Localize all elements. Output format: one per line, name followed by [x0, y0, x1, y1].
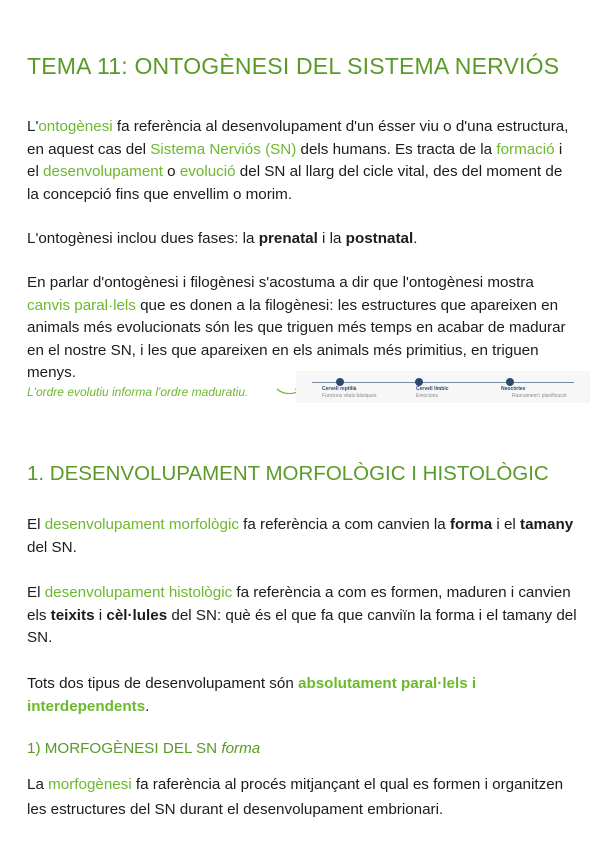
term-desenvolupament: desenvolupament — [43, 163, 163, 180]
term-morfologic: desenvolupament morfològic — [44, 516, 239, 533]
timeline-sublabel: Funcions vitals bàsiques — [322, 393, 377, 399]
timeline-sublabel: Emocions — [416, 393, 438, 399]
phases-paragraph: L'ontogènesi inclou dues fases: la prenatal i la postnatal. — [27, 230, 418, 247]
subsection-heading-italic: forma — [221, 740, 261, 757]
interdependence-paragraph: Tots dos tipus de desenvolupament són absolutament paral·lels i interdependents. — [27, 675, 477, 715]
term-forma: forma — [449, 516, 493, 533]
term-teixits: teixits — [50, 606, 95, 624]
term-tamany: tamany — [520, 516, 574, 533]
histological-paragraph: El desenvolupament histològic fa referència a com es formen, maduren i canvien els teixits i cèl·lules del SN: què és el que fa que canviïn la forma i el tamany del SN. — [27, 584, 577, 646]
morphological-paragraph: El desenvolupament morfològic fa referència a com canvien la forma i el tamany del SN. — [27, 516, 574, 556]
term-paralels-interdependents: absolutament paral·lels i interdependents — [27, 675, 477, 715]
term-prenatal: prenatal — [258, 230, 318, 247]
timeline-label: Cervell reptilià — [322, 386, 357, 392]
term-cellules: cèl·lules — [106, 606, 168, 624]
evolution-note: L'ordre evolutiu informa l'ordre maduratiu. — [27, 385, 249, 399]
brain-evolution-timeline — [296, 371, 590, 403]
timeline-label: Neocòrtex — [501, 386, 526, 392]
timeline-sublabel: Raonament i planificació — [512, 393, 567, 399]
intro-paragraph: L'ontogènesi fa referència al desenvolupament d'un ésser viu o d'una estructura, en aquest cas del Sistema Nerviós (SN) dels humans. Es tracta de la formació i el desenvolupament o evolució del SN al llarg del cicle vital, des del moment de la concepció fins que envellim o morim. — [27, 118, 569, 203]
timeline-dot — [336, 378, 344, 386]
term-evolucio: evolució — [179, 163, 236, 180]
timeline-dot — [506, 378, 514, 386]
term-ontogenesi: ontogènesi — [38, 118, 113, 135]
timeline-line — [312, 382, 574, 383]
timeline-dot — [415, 378, 423, 386]
term-histologic: desenvolupament histològic — [44, 584, 233, 601]
subsection-heading: 1) MORFOGÈNESI DEL SN forma — [27, 740, 261, 757]
section-heading: 1. DESENVOLUPAMENT MORFOLÒGIC I HISTOLÒGIC — [27, 462, 549, 485]
morphogenesis-paragraph: La morfogènesi fa raferència al procés mitjançant el qual es formen i organitzen les estructures del SN durant el desenvolupament embrionari. — [27, 776, 564, 818]
page-title: TEMA 11: ONTOGÈNESI DEL SISTEMA NERVIÓS — [27, 53, 560, 79]
term-canvis-paralels: canvis paral·lels — [27, 296, 136, 314]
timeline-label: Cervell límbic — [416, 386, 449, 392]
phylogeny-paragraph: En parlar d'ontogènesi i filogènesi s'acostuma a dir que l'ontogènesi mostra canvis paral·lels que es donen a la filogènesi: les estructures que apareixen en animals més evolucionats són les que triguen més temps en acabar de madurar en el nostre SN, i les que apareixen en els animals més primitius, en triguen menys. — [27, 274, 566, 381]
term-morfogenesi: morfogènesi — [48, 776, 132, 793]
term-postnatal: postnatal — [345, 230, 414, 247]
term-formacio: formació — [496, 140, 555, 158]
term-sistema-nervios: Sistema Nerviós (SN) — [150, 140, 297, 158]
